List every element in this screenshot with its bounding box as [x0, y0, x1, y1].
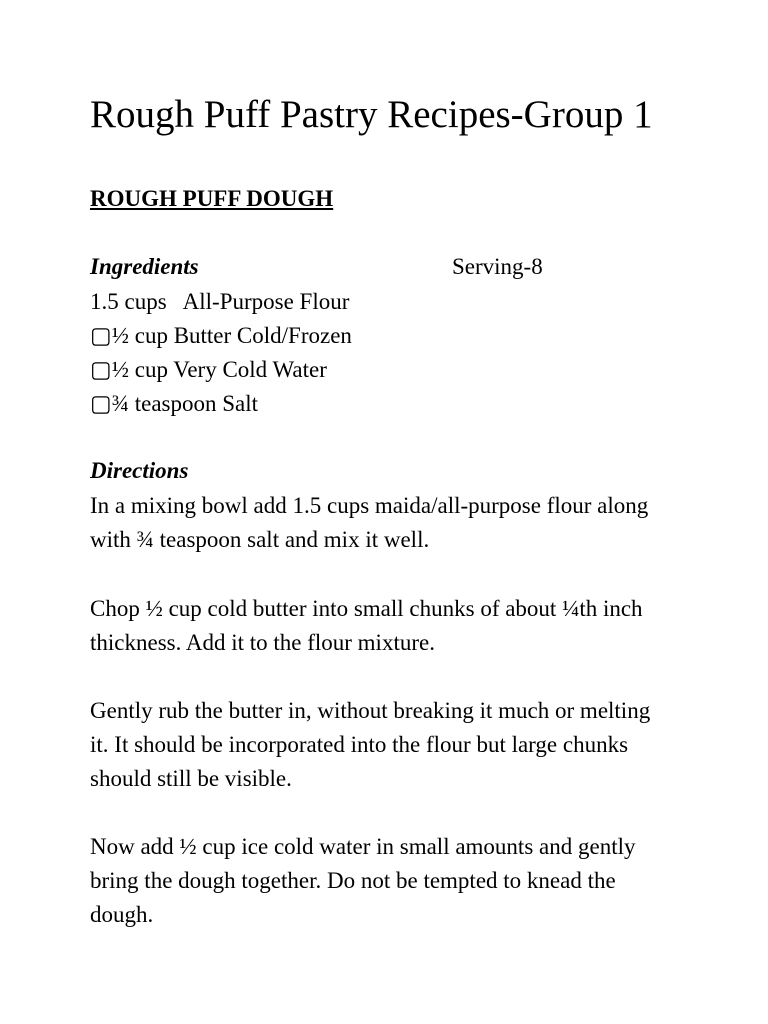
direction-step: Now add ½ cup ice cold water in small amounts and gently bring the dough together. Do not be tempted to knead the dough.	[90, 834, 636, 927]
ingredients-label: Ingredients	[90, 254, 199, 279]
ingredients-list	[90, 285, 352, 421]
section-heading: ROUGH PUFF DOUGH	[90, 186, 334, 211]
ingredients-header	[90, 251, 730, 283]
direction-step: In a mixing bowl add 1.5 cups maida/all-purpose flour along with ¾ teaspoon salt and mix it well.	[90, 493, 649, 552]
ingredient-item: ▢½ cup Very Cold Water	[90, 357, 327, 382]
ingredient-item: ▢½ cup Butter Cold/Frozen	[90, 323, 352, 348]
direction-step: Gently rub the butter in, without breaking it much or melting it. It should be incorporated into the flour but large chunks should still be visible.	[90, 698, 651, 791]
directions-label: Directions	[90, 458, 189, 483]
serving-count: Serving-8	[452, 254, 543, 279]
page-title: Rough Puff Pastry Recipes-Group 1	[90, 93, 653, 136]
direction-step: Chop ½ cup cold butter into small chunks of about ¼th inch thickness. Add it to the flour mixture.	[90, 596, 643, 655]
ingredient-item: ▢¾ teaspoon Salt	[90, 391, 259, 416]
ingredient-item: 1.5 cups All-Purpose Flour	[90, 289, 350, 314]
